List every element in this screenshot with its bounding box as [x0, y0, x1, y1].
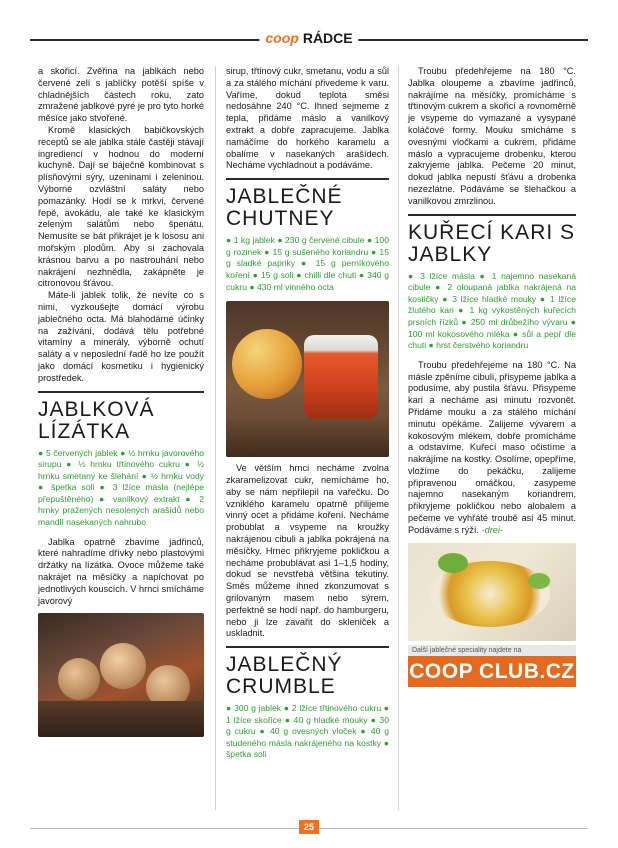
column-1 [38, 66, 204, 737]
ingredients-list: ● 300 g jablek ● 2 lžíce třtinového cukru ● 1 lžíce skořice ● 40 g hladké mouky ● 30 g cukru ● 40 g ovesných vloček ● 40 g studeného másla nakrájeného na kostky ● špetka soli [226, 703, 389, 760]
paragraph: Kromě klasických babičkovských receptů se ale jablka stále častěji stávají ingrediencí v hodnou do moderní kuchyně. Dají se báječně kombinovat s plísňovými sýry, uzeninami i zeleninou. Výborné ozvláštní saláty nebo pomazánky. Hodí se k mrkvi, červené řepě, avokádu, ale také ke klasickým zeleným salátům nebo špenátu. Nemusíte se bát přikrájet je k lososu ani mořským plodům. Aby si zachovala krásnou barvu a po nastrouhání nebo nakrájení nezhnědla, zakápněte je citronovou šťávou. [38, 124, 204, 289]
recipe-heading-kari: KUŘECÍ KARI S JABLKY [408, 214, 576, 266]
page-header [0, 0, 618, 62]
banner-link[interactable]: COOP CLUB.CZ [408, 656, 576, 687]
ingredients-list: ● 1 kg jablek ● 230 g červené cibule ● 100 g rozinek ● 15 g sušeného koriandru ● 15 g sladké papriky ● 15 g perníkového koření ● 15 g soli ● chilli dle chuti ● 340 g cukru ● 430 ml vinného octa [226, 235, 389, 292]
paragraph: Máte-li jablek tolik, že nevíte co s nimi, vyzkoušejte domácí výrobu jablečného octa. Má blahodárné účinky na zažívání, dodává tělu potřebné vitamíny a minerály, výborně ochutí saláty a v neposlední řadě ho lze použít jako domácí kosmetiku i hygienický prostředek. [38, 290, 204, 383]
chutney-jar-photo [226, 301, 389, 457]
recipe-heading-lizatka: JABLKOVÁ LÍZÁTKA [38, 391, 204, 443]
author-signature: -drei- [481, 524, 503, 535]
coop-logo: coop [265, 30, 299, 46]
recipe-heading-crumble: JABLEČNÝ CRUMBLE [226, 646, 389, 698]
page-footer [0, 820, 618, 836]
column-2 [226, 66, 389, 769]
column-divider [398, 66, 399, 810]
paragraph: Troubu předehřejeme na 180 °C. Jablka oloupeme a zbavíme jadřinců, nakrájíme na měsíčky, promícháme s třtinovým cukrem a skořicí a rovnoměrně je vsypeme do vymazané a vysypané koláčové formy. Mouku smícháme s ovesnými vločkami a cukrem, přidáme máslo a vypracujeme drobenku, kterou zakryjeme jablka. Pečeme 20 minut, dokud jablka nepustí šťávu a drobenka nezezlátne. Podáváme se šlehačkou a vanilkovou zmrzlinou. [408, 66, 576, 206]
ingredients-list: ● 3 lžíce másla ● 1 najemno nasekaná cibule ● 2 oloupaná jablka nakrájená na kostičky ● 3 lžíce hladké mouky ● 1 lžíce žlutého kari ● 1 kg vykostěných kuřecích prsních řízků ● 250 ml drůbežího vývaru ● 100 ml kokosového mléka ● sůl a pepř dle chuti ● hrst čerstvého koriandru [408, 270, 576, 351]
column-divider [215, 66, 216, 810]
paragraph: Jablka opatrně zbavíme jadřinců, které nahradíme dřívky nebo plastovými držátky na lízátka. Ovoce můžeme také nakrájet na měsíčky a napíchovat po jednotlivých kouscích. V hrnci smícháme javorový [38, 536, 204, 606]
section-title: RÁDCE [302, 30, 353, 46]
banner-caption: Další jablečné speciality najdete na [408, 645, 576, 656]
coop-club-banner[interactable] [408, 645, 576, 687]
paragraph: a skořicí. Zvěřina na jablkách nebo červené zelí s jablíčky potěší spíše v chladnějších částech roku, zato zmražené jablkové pyré je pro tyto horké měsíce jako stvořené. [38, 66, 204, 124]
page-number: 25 [299, 820, 319, 834]
header-brand [259, 30, 358, 46]
recipe-heading-chutney: JABLEČNÉ CHUTNEY [226, 178, 389, 230]
paragraph: sirup, třtinový cukr, smetanu, vodu a sůl a za stálého míchání přivedeme k varu. Vaříme, dokud teplota směsi nedosáhne 240 °C. Ihned sejmeme z tepla, přidáme máslo a vanilkový extrakt a dobře zapracujeme. Jablka namáčíme do horkého karamelu a obalíme v nasekaných arašídech. Necháme vychladnout a podáváme. [226, 66, 389, 171]
paragraph: Ve větším hrnci necháme zvolna zkaramelizovat cukr, nemícháme ho, aby se nám nepřilepil na vařečku. Do vzniklého karamelu opatrně přilijeme vinný ocet a přidáme koření. Necháme probublat a vsypeme na kroužky nakrájenou cibuli a jablka pokrájená na měsíčky. Hrnec přikryjeme pokličkou a necháme probublávat asi 1–1,5 hodiny, dokud se nevstřebá většina tekutiny. Směs můžeme ihned zkonzumovat s grilovaným masem nebo sýrem, perfektně se hodí např. do hamburgeru, nebo ji lze zavařit do skleniček a uskladnit. [226, 463, 389, 639]
paragraph: Troubu předehřejeme na 180 °C. Na másle zpěníme cibuli, přisypeme jablka a podusíme, aby pustila šťávu. Přisypeme kari a necháme asi minutu rozvonět. Přidáme mouku a za stálého míchání minutu opékáme. Zalijeme vývarem a kokosovým mlékem, dobře promícháme a odstavíme. Kuřecí maso očistíme a nakrájíme na kostky. Osolíme, opepříme, vložíme do pekáčku, zalijeme připravenou omáčkou, zasypeme najemno nasekaným koriandrem, přikryjeme pokličkou nebo alobalem a pečeme ve vyhřáté troubě asi 45 minut. Podáváme s rýží. -drei- [408, 359, 576, 535]
ingredients-list: ● 5 červených jablek ● ½ hrnku javorového sirupu ● ½ hrnku třtinového cukru ● ½ hrnku smetany ke šlehání ● ½ hrnku vody ● špetka soli ● 3 lžíce másla (nejlépe přepuštěného) ● vanilkový extrakt ● 2 hrnky pražených nesolených arašídů nebo mandlí nasekaných nahrubo [38, 447, 204, 528]
apple-lollipops-photo [38, 613, 204, 737]
column-3 [408, 66, 576, 687]
chicken-curry-photo [408, 543, 576, 641]
